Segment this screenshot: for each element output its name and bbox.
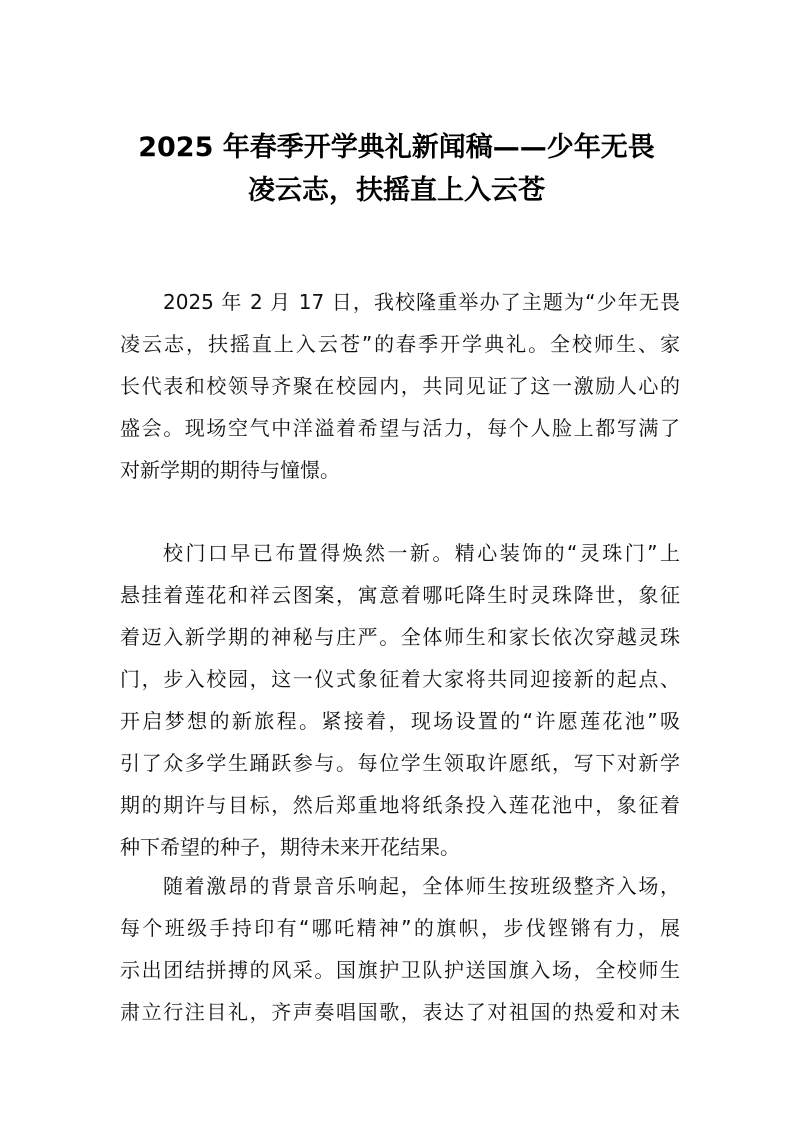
paragraph-line: 校门口早已布置得焕然一新。精心装饰的“灵珠门”上 — [163, 541, 680, 565]
paragraph-line: 开启梦想的新旅程。紧接着，现场设置的“许愿莲花池”吸 — [120, 709, 680, 733]
paragraph-line: 对新学期的期待与憧憬。 — [120, 458, 340, 482]
paragraph-line: 凌云志，扶摇直上入云苍”的春季开学典礼。全校师生、家 — [120, 332, 680, 356]
document-title — [110, 126, 683, 212]
paragraph-line: 示出团结拼搏的风采。国旗护卫队护送国旗入场，全校师生 — [120, 958, 680, 982]
paragraph-line: 长代表和校领导齐聚在校园内，共同见证了这一激励人心的 — [120, 374, 680, 398]
paragraph-line: 期的期许与目标，然后郑重地将纸条投入莲花池中，象征着 — [120, 793, 680, 817]
paragraph-line: 种下希望的种子，期待未来开花结果。 — [120, 835, 460, 859]
paragraph-line: 门，步入校园，这一仪式象征着大家将共同迎接新的起点、 — [120, 667, 680, 691]
paragraph-line: 肃立行注目礼，齐声奏唱国歌，表达了对祖国的热爱和对未 — [120, 1000, 680, 1024]
paragraph-line: 引了众多学生踊跃参与。每位学生领取许愿纸，写下对新学 — [120, 751, 680, 775]
title-line: 凌云志，扶摇直上入云苍 — [248, 175, 545, 206]
paragraph-2 — [120, 532, 680, 868]
paragraph-line: 2025 年 2 月 17 日，我校隆重举办了主题为“少年无畏 — [163, 290, 680, 314]
paragraph-line: 悬挂着莲花和祥云图案，寓意着哪吒降生时灵珠降世，象征 — [120, 583, 680, 607]
title-line: 2025 年春季开学典礼新闻稿——少年无畏 — [138, 132, 655, 163]
paragraph-3 — [120, 865, 680, 1033]
paragraph-line: 每个班级手持印有“哪吒精神”的旗帜，步伐铿锵有力，展 — [120, 916, 680, 940]
paragraph-1 — [120, 281, 680, 491]
paragraph-line: 随着激昂的背景音乐响起，全体师生按班级整齐入场， — [163, 874, 680, 898]
paragraph-line: 着迈入新学期的神秘与庄严。全体师生和家长依次穿越灵珠 — [120, 625, 680, 649]
paragraph-line: 盛会。现场空气中洋溢着希望与活力，每个人脸上都写满了 — [120, 416, 680, 440]
